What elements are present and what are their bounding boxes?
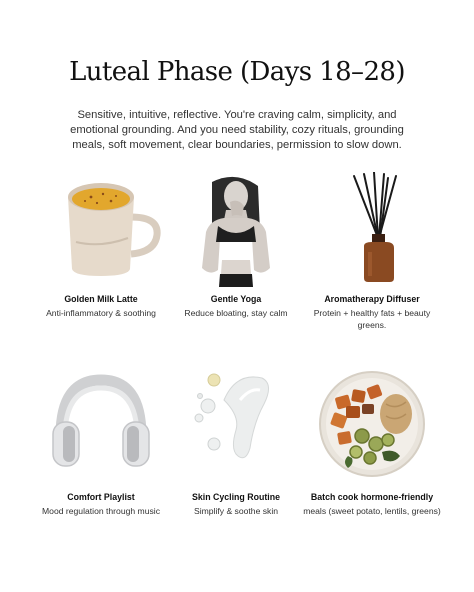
item-name: Golden Milk Latte: [64, 294, 138, 304]
item-description: Mood regulation through music: [42, 506, 160, 516]
card-golden-milk-latte: [31, 172, 171, 332]
item-name: Comfort Playlist: [67, 492, 135, 502]
item-description: Anti-inflammatory & soothing: [46, 308, 156, 318]
card-comfort-playlist: [31, 370, 171, 540]
page-title: Luteal Phase (Days 18–28): [69, 57, 405, 87]
item-name: Batch cook hormone-friendly: [310, 492, 434, 502]
card-skin-cycling-routine: [166, 370, 306, 540]
batch-cook-image: [302, 370, 442, 485]
golden-milk-latte-image: [31, 172, 171, 287]
card-gentle-yoga: [166, 172, 306, 332]
page-subtitle: Sensitive, intuitive, reflective. You're craving calm, simplicity, and emotional grounding. And you need stability, cozy rituals, grounding meals, soft movement, clear boundaries, permission to slow down.: [70, 109, 404, 151]
comfort-playlist-image: [31, 370, 171, 485]
item-name: Aromatherapy Diffuser: [324, 294, 420, 304]
gentle-yoga-image: [166, 172, 306, 287]
item-description: meals (sweet potato, lentils, greens): [303, 506, 441, 516]
item-description: Protein + healthy fats + beauty greens.: [313, 308, 431, 330]
item-description: Reduce bloating, stay calm: [184, 308, 288, 318]
item-description: Simplify & soothe skin: [193, 506, 279, 516]
item-name: Gentle Yoga: [210, 294, 262, 304]
aromatherapy-diffuser-image: [302, 172, 442, 287]
skin-cycling-routine-image: [166, 370, 306, 485]
item-name: Skin Cycling Routine: [192, 492, 280, 502]
card-batch-cook: [302, 370, 442, 540]
card-aromatherapy-diffuser: [302, 172, 442, 332]
